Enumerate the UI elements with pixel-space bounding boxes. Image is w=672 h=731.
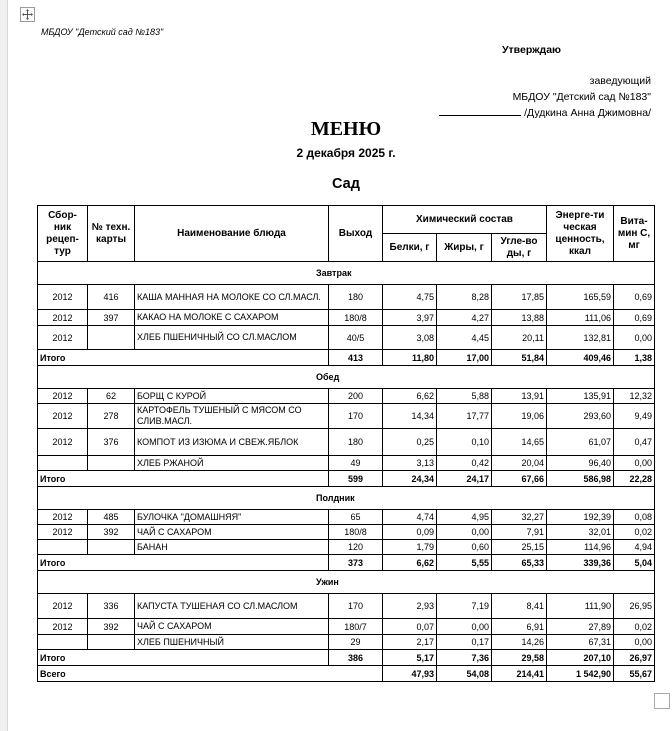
table-row [38,510,655,525]
header-yield: Выход [329,206,383,262]
cell-dish: ХЛЕБ ПШЕНИЧНЫЙ СО СЛ.МАСЛОМ [135,326,329,350]
cell-vitamin: 4,94 [614,540,655,555]
grand-total-carbs: 214,41 [492,666,547,682]
table-move-handle[interactable] [20,7,35,22]
total-energy: 586,98 [547,471,614,487]
cell-energy: 111,90 [547,594,614,619]
section-title: Ужин [38,571,655,594]
cell-vitamin: 12,32 [614,389,655,404]
cell-collection: 2012 [38,326,88,350]
cell-energy: 192,39 [547,510,614,525]
table-row [38,326,655,350]
total-protein: 6,62 [383,555,437,571]
section-title: Обед [38,366,655,389]
grand-total-protein: 47,93 [383,666,437,682]
cell-yield: 180/7 [329,619,383,635]
total-label: Итого [38,650,329,666]
total-row [38,650,655,666]
total-carbs: 51,84 [492,350,547,366]
table-row [38,525,655,540]
cell-yield: 180 [329,429,383,456]
cell-dish: КАРТОФЕЛЬ ТУШЕНЫЙ С МЯСОМ СО СЛИВ.МАСЛ. [135,404,329,429]
cell-protein: 2,17 [383,635,437,650]
cell-energy: 114,96 [547,540,614,555]
cell-protein: 0,07 [383,619,437,635]
cell-yield: 170 [329,594,383,619]
cell-card: 376 [88,429,135,456]
cell-card [88,540,135,555]
table-resize-handle[interactable] [654,693,670,709]
cell-fat: 0,60 [437,540,492,555]
total-yield: 413 [329,350,383,366]
cell-fat: 0,17 [437,635,492,650]
section-breakfast [38,262,655,285]
move-arrows-icon [22,9,33,20]
org-label: МБДОУ "Детский сад №183" [41,27,164,37]
total-yield: 373 [329,555,383,571]
cell-dish: ХЛЕБ ПШЕНИЧНЫЙ [135,635,329,650]
cell-card: 62 [88,389,135,404]
total-fat: 5,55 [437,555,492,571]
cell-carbs: 32,27 [492,510,547,525]
cell-carbs: 6,91 [492,619,547,635]
total-vitamin: 5,04 [614,555,655,571]
table-row [38,389,655,404]
cell-protein: 1,79 [383,540,437,555]
total-energy: 339,36 [547,555,614,571]
cell-card: 416 [88,285,135,310]
section-lunch [38,366,655,389]
cell-dish: КАКАО НА МОЛОКЕ С САХАРОМ [135,310,329,326]
total-protein: 5,17 [383,650,437,666]
cell-energy: 293,60 [547,404,614,429]
table-row [38,404,655,429]
cell-vitamin: 0,69 [614,310,655,326]
cell-protein: 14,34 [383,404,437,429]
total-fat: 7,36 [437,650,492,666]
total-yield: 386 [329,650,383,666]
cell-dish: КАША МАННАЯ НА МОЛОКЕ СО СЛ.МАСЛ. [135,285,329,310]
cell-card: 485 [88,510,135,525]
cell-collection: 2012 [38,429,88,456]
approver-name: /Дудкина Анна Джимовна/ [524,107,651,119]
cell-collection [38,540,88,555]
cell-protein: 4,75 [383,285,437,310]
cell-collection: 2012 [38,594,88,619]
cell-vitamin: 0,00 [614,326,655,350]
section-afternoon-snack [38,487,655,510]
cell-collection: 2012 [38,404,88,429]
cell-dish: КАПУСТА ТУШЕНАЯ СО СЛ.МАСЛОМ [135,594,329,619]
table-row [38,619,655,635]
header-chem-group: Химический состав [383,206,547,234]
cell-yield: 180 [329,285,383,310]
total-energy: 207,10 [547,650,614,666]
cell-yield: 180/8 [329,525,383,540]
section-title: Полдник [38,487,655,510]
cell-card: 278 [88,404,135,429]
cell-fat: 7,19 [437,594,492,619]
cell-collection [38,635,88,650]
cell-protein: 3,97 [383,310,437,326]
total-label: Итого [38,555,329,571]
cell-energy: 135,91 [547,389,614,404]
cell-fat: 4,95 [437,510,492,525]
header-carbs: Угле-во ды, г [492,234,547,262]
cell-dish: БОРЩ С КУРОЙ [135,389,329,404]
cell-card: 392 [88,525,135,540]
menu-table [37,205,655,682]
header-vitamin: Вита-мин С, мг [614,206,655,262]
total-label: Итого [38,350,329,366]
cell-energy: 132,81 [547,326,614,350]
cell-fat: 8,28 [437,285,492,310]
cell-vitamin: 26,95 [614,594,655,619]
cell-energy: 165,59 [547,285,614,310]
total-vitamin: 26,97 [614,650,655,666]
cell-vitamin: 9,49 [614,404,655,429]
cell-yield: 49 [329,456,383,471]
page-title: МЕНЮ [310,118,382,140]
total-row [38,555,655,571]
total-fat: 24,17 [437,471,492,487]
total-vitamin: 1,38 [614,350,655,366]
approver-block [439,74,651,122]
table-row [38,456,655,471]
cell-carbs: 14,65 [492,429,547,456]
table-row [38,310,655,326]
cell-protein: 4,74 [383,510,437,525]
total-vitamin: 22,28 [614,471,655,487]
cell-protein: 3,13 [383,456,437,471]
total-row [38,471,655,487]
total-yield: 599 [329,471,383,487]
table-row [38,285,655,310]
cell-vitamin: 0,08 [614,510,655,525]
cell-carbs: 20,11 [492,326,547,350]
cell-dish: ХЛЕБ РЖАНОЙ [135,456,329,471]
approver-org: МБДОУ "Детский сад №183" [512,90,651,103]
cell-dish: БУЛОЧКА "ДОМАШНЯЯ" [135,510,329,525]
cell-carbs: 17,85 [492,285,547,310]
grand-total-fat: 54,08 [437,666,492,682]
table-row [38,594,655,619]
cell-collection: 2012 [38,389,88,404]
section-title: Завтрак [38,262,655,285]
table-row [38,635,655,650]
cell-carbs: 14,26 [492,635,547,650]
cell-vitamin: 0,69 [614,285,655,310]
cell-protein: 2,93 [383,594,437,619]
header-dish-name: Наименование блюда [135,206,329,262]
total-label: Итого [38,471,329,487]
section-dinner [38,571,655,594]
cell-fat: 5,88 [437,389,492,404]
cell-energy: 67,31 [547,635,614,650]
cell-dish: ЧАЙ С САХАРОМ [135,525,329,540]
total-protein: 11,80 [383,350,437,366]
menu-venue: Сад [332,176,360,192]
cell-collection: 2012 [38,510,88,525]
cell-carbs: 8,41 [492,594,547,619]
cell-card [88,635,135,650]
cell-yield: 120 [329,540,383,555]
cell-fat: 0,00 [437,619,492,635]
cell-protein: 0,09 [383,525,437,540]
approve-title: Утверждаю [502,44,562,56]
cell-protein: 0,25 [383,429,437,456]
cell-vitamin: 0,00 [614,456,655,471]
cell-vitamin: 0,02 [614,525,655,540]
cell-fat: 0,42 [437,456,492,471]
cell-fat: 0,00 [437,525,492,540]
grand-total-row [38,666,655,682]
table-row [38,540,655,555]
total-energy: 409,46 [547,350,614,366]
cell-yield: 65 [329,510,383,525]
cell-yield: 200 [329,389,383,404]
cell-energy: 61,07 [547,429,614,456]
menu-date: 2 декабря 2025 г. [296,146,396,160]
cell-fat: 4,27 [437,310,492,326]
total-carbs: 67,66 [492,471,547,487]
cell-carbs: 13,91 [492,389,547,404]
cell-carbs: 25,15 [492,540,547,555]
cell-card [88,456,135,471]
cell-fat: 0,10 [437,429,492,456]
header-tech-card: № техн. карты [88,206,135,262]
cell-yield: 170 [329,404,383,429]
cell-carbs: 13,88 [492,310,547,326]
cell-dish: БАНАН [135,540,329,555]
cell-vitamin: 0,47 [614,429,655,456]
cell-protein: 6,62 [383,389,437,404]
grand-total-vitamin: 55,67 [614,666,655,682]
grand-total-energy: 1 542,90 [547,666,614,682]
header-energy: Энерге-ти ческая ценность, ккал [547,206,614,262]
cell-collection: 2012 [38,285,88,310]
cell-collection: 2012 [38,619,88,635]
header-fat: Жиры, г [437,234,492,262]
total-fat: 17,00 [437,350,492,366]
grand-total-label: Всего [38,666,383,682]
cell-collection: 2012 [38,525,88,540]
total-carbs: 65,33 [492,555,547,571]
cell-card: 397 [88,310,135,326]
header-collection: Сбор-ник рецеп-тур [38,206,88,262]
cell-energy: 96,40 [547,456,614,471]
cell-protein: 3,08 [383,326,437,350]
cell-card: 392 [88,619,135,635]
total-carbs: 29,58 [492,650,547,666]
cell-card: 336 [88,594,135,619]
table-row [38,429,655,456]
cell-collection: 2012 [38,310,88,326]
cell-fat: 4,45 [437,326,492,350]
cell-energy: 111,06 [547,310,614,326]
cell-carbs: 19,06 [492,404,547,429]
cell-energy: 27,89 [547,619,614,635]
cell-carbs: 20,04 [492,456,547,471]
cell-yield: 29 [329,635,383,650]
total-protein: 24,34 [383,471,437,487]
cell-fat: 17,77 [437,404,492,429]
cell-card [88,326,135,350]
cell-yield: 40/5 [329,326,383,350]
total-row [38,350,655,366]
cell-vitamin: 0,02 [614,619,655,635]
header-protein: Белки, г [383,234,437,262]
approver-position: заведующий [589,75,651,87]
cell-dish: КОМПОТ ИЗ ИЗЮМА И СВЕЖ.ЯБЛОК [135,429,329,456]
page-left-gutter [0,0,8,731]
cell-dish: ЧАЙ С САХАРОМ [135,619,329,635]
cell-yield: 180/8 [329,310,383,326]
cell-vitamin: 0,00 [614,635,655,650]
signature-line [439,105,521,116]
cell-carbs: 7,91 [492,525,547,540]
cell-energy: 32,01 [547,525,614,540]
cell-collection [38,456,88,471]
